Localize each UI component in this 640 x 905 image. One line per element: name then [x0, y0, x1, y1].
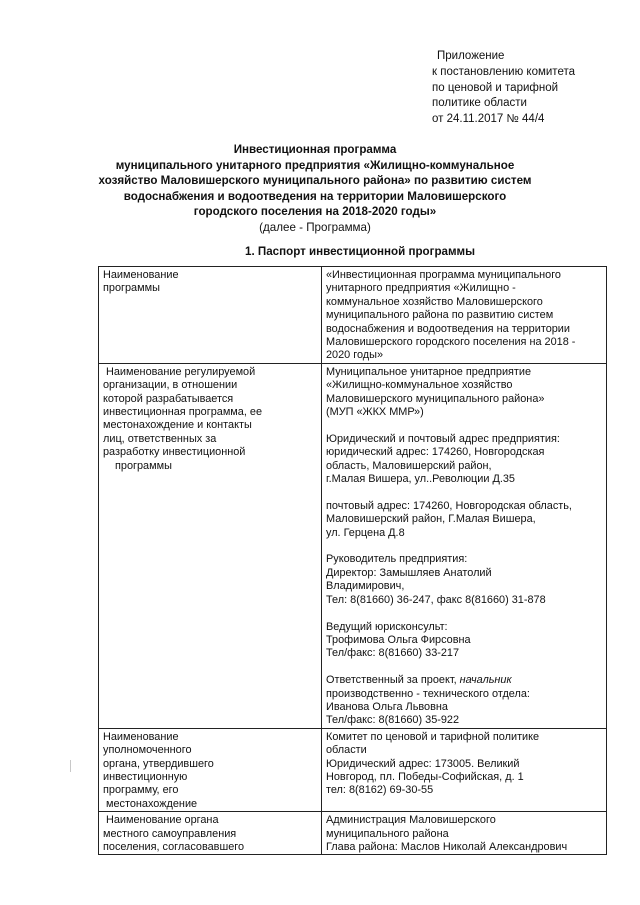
value-line: Администрация Маловишерского [326, 814, 496, 827]
value-line: г.Малая Вишера, ул..Революции Д.35 [326, 473, 515, 486]
label-line: местного самоуправления [103, 827, 237, 840]
label-line: организации, в отношении [103, 379, 238, 392]
label-line: поселения, согласовавшего [103, 840, 245, 853]
appendix-block [432, 49, 575, 128]
value-line: Ответственный за проект, начальник [326, 674, 512, 687]
value-line: Комитет по ценовой и тарифной политике [326, 730, 540, 743]
value-line: тел: 8(8162) 69-30-55 [326, 784, 434, 797]
value-line: Тел/факс: 8(81660) 35-922 [326, 714, 460, 727]
value-line: Муниципальное унитарное предприятие [326, 365, 532, 378]
label-line: разработку инвестиционной [103, 446, 246, 459]
value-line: «Жилищно-коммунальное хозяйство [326, 379, 513, 392]
scan-mark [70, 760, 71, 772]
label-line: которой разрабатывается [103, 392, 234, 405]
value-line: муниципального района по развитию систем [326, 309, 554, 322]
value-line: Маловишерского городского поселения на 2018 - [326, 336, 576, 349]
label-line: лиц, ответственных за [103, 432, 217, 445]
label-line: Наименование органа [106, 814, 219, 827]
value-line: Директор: Замышляев Анатолий [326, 566, 492, 579]
row-label-organization [99, 363, 322, 728]
value-line: Юридический и почтовый адрес предприятия: [326, 432, 560, 445]
label-line: Наименование [103, 730, 179, 743]
value-line: «Инвестиционная программа муниципального [326, 269, 561, 281]
label-line: Наименование [103, 269, 179, 281]
appendix-line: по ценовой и тарифной [432, 81, 559, 94]
row-label-local-government [99, 812, 322, 855]
value-line: Иванова Ольга Львовна [326, 700, 448, 713]
title-line: Инвестиционная программа [233, 143, 397, 156]
value-line: Ведущий юрисконсульт: [326, 620, 448, 633]
value-line: Тел: 8(81660) 36-247, факс 8(81660) 31-878 [326, 593, 546, 606]
table-row [99, 267, 607, 364]
value-line: Новгород, пл. Победы-Софийская, д. 1 [326, 770, 524, 783]
value-line: муниципального района [326, 827, 449, 840]
value-line: Маловишерский район, Г.Малая Вишера, [326, 513, 536, 526]
label-line: программы [115, 459, 172, 472]
title-line: водоснабжения и водоотведения на территории Маловишерского [123, 189, 507, 203]
value-line: ул. Герцена Д.8 [326, 526, 405, 539]
value-line: Руководитель предприятия: [326, 553, 468, 566]
row-label-program-name [99, 267, 322, 364]
value-line: Маловишерского муниципального района» [326, 392, 545, 405]
value-line: Глава района: Маслов Николай Александрович [326, 840, 568, 853]
document-title [100, 142, 530, 236]
value-line: Трофимова Ольга Фирсовна [326, 633, 471, 646]
value-line: область, Маловишерский район, [326, 459, 492, 472]
label-line: уполномоченного [103, 744, 192, 757]
appendix-line: Приложение [437, 50, 505, 62]
title-line: муниципального унитарного предприятия «Жилищно-коммунальное [115, 158, 515, 172]
row-value-authority [322, 728, 607, 811]
value-line: почтовый адрес: 174260, Новгородская область, [326, 499, 572, 512]
section-heading: 1. Паспорт инвестиционной программы [245, 245, 476, 258]
value-line: Юридический адрес: 173005. Великий [326, 757, 520, 770]
value-line: (МУП «ЖКХ ММР») [326, 406, 424, 419]
appendix-line: политике области [432, 97, 527, 110]
table-row [99, 363, 607, 728]
passport-table [98, 266, 607, 855]
value-line: юридический адрес: 174260, Новгородская [326, 446, 545, 459]
appendix-date-line: от 24.11.2017 № 44/4 [432, 113, 545, 126]
label-line: программу, его [103, 784, 179, 797]
title-note: (далее - Программа) [259, 220, 371, 234]
label-line: органа, утвердившего [103, 757, 214, 770]
label-line: программы [103, 282, 160, 295]
title-line: хозяйство Маловишерского муниципального района» по развитию систем [98, 174, 532, 188]
value-line: коммунальное хозяйство Маловишерского [326, 295, 543, 308]
label-line: инвестиционную [103, 770, 188, 783]
value-line: унитарного предприятия «Жилищно - [326, 282, 516, 295]
value-line: Владимирович, [326, 580, 405, 593]
value-line: водоснабжения и водоотведения на территории [326, 322, 570, 335]
label-line: Наименование регулируемой [106, 365, 256, 378]
value-line: производственно - технического отдела: [326, 687, 530, 700]
title-line: городского поселения на 2018-2020 годы» [193, 205, 437, 219]
row-value-program-name [322, 267, 607, 364]
label-line: инвестиционная программа, ее [103, 406, 263, 419]
label-line: местонахождение и контакты [103, 419, 252, 432]
row-label-authority [99, 728, 322, 811]
row-value-local-government [322, 812, 607, 855]
value-line: 2020 годы» [326, 349, 384, 362]
label-line: местонахождение [106, 797, 198, 810]
value-line: области [326, 744, 367, 757]
table-row [99, 812, 607, 855]
appendix-line: к постановлению комитета [432, 65, 575, 78]
row-value-organization [322, 363, 607, 728]
table-row [99, 728, 607, 811]
value-line: Тел/факс: 8(81660) 33-217 [326, 647, 460, 660]
